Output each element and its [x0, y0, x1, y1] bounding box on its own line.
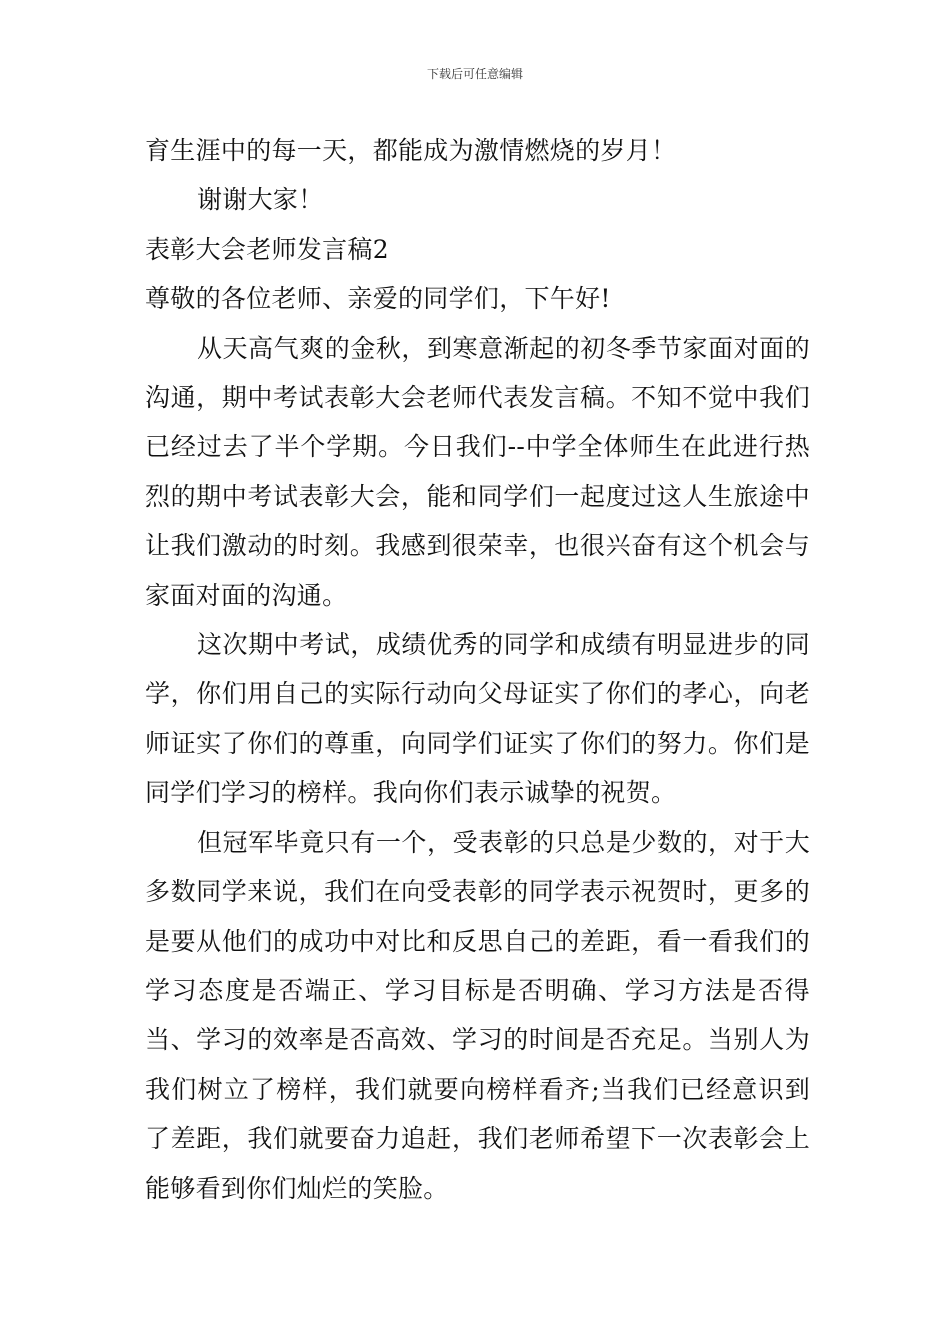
paragraph-closing-line: 育生涯中的每一天，都能成为激情燃烧的岁月！ — [145, 136, 677, 165]
page-header: 下载后可任意编辑 — [426, 67, 523, 81]
section-title: 表彰大会老师发言稿2 — [145, 234, 389, 264]
paragraph-greeting: 尊敬的各位老师、亲爱的同学们，下午好! — [145, 284, 611, 314]
document-body — [145, 126, 810, 1213]
paragraph-body-2: 这次期中考试，成绩优秀的同学和成绩有明显进步的同学，你们用自己的实际行动向父母证实了你们的孝心，向老师证实了你们的尊重，向同学们证实了你们的努力。你们是同学们学习的榜样。我向你们表示诚挚的祝贺。 — [145, 630, 810, 808]
paragraph-body-1: 从天高气爽的金秋，到寒意渐起的初冬季节家面对面的沟通，期中考试表彰大会老师代表发言稿。不知不觉中我们已经过去了半个学期。今日我们--中学全体师生在此进行热烈的期中考试表彰大会，能和同学们一起度过这人生旅途中让我们激动的时刻。我感到很荣幸，也很兴奋有这个机会与家面对面的沟通。 — [145, 333, 810, 610]
paragraph-thanks: 谢谢大家！ — [197, 185, 324, 215]
paragraph-body-3: 但冠军毕竟只有一个，受表彰的只总是少数的，对于大多数同学来说，我们在向受表彰的同学表示祝贺时，更多的是要从他们的成功中对比和反思自己的差距，看一看我们的学习态度是否端正、学习目标是否明确、学习方法是否得当、学习的效率是否高效、学习的时间是否充足。当别人为我们树立了榜样，我们就要向榜样看齐;当我们已经意识到了差距，我们就要奋力追赶，我们老师希望下一次表彰会上能够看到你们灿烂的笑脸。 — [145, 827, 810, 1203]
